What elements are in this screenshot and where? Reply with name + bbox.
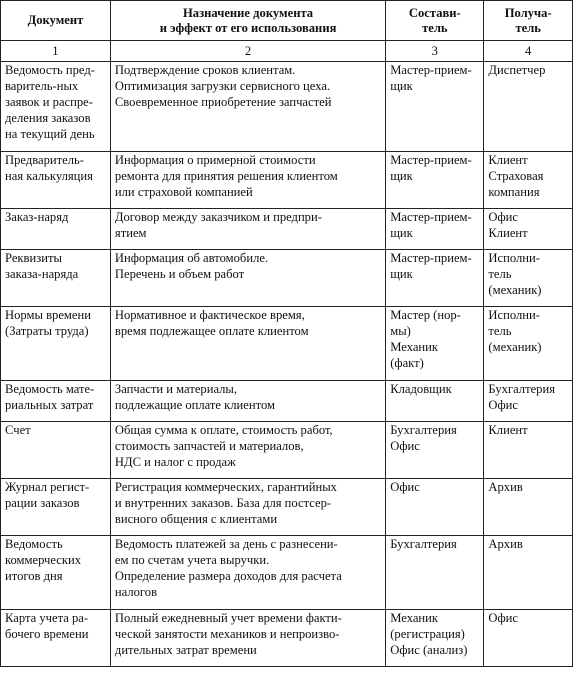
- header-author: Состави- тель: [386, 1, 484, 41]
- document-cell: Журнал регист- рации заказов: [1, 479, 111, 536]
- author-cell: Бухгалтерия: [386, 536, 484, 610]
- purpose-cell: Общая сумма к оплате, стоимость работ, стоимость запчастей и материалов, НДС и налог с продаж: [110, 422, 385, 479]
- recipient-cell: Офис: [484, 610, 573, 667]
- table-row: [1, 307, 573, 381]
- table-row: [1, 610, 573, 667]
- purpose-cell: Подтверждение сроков клиентам. Оптимизация загрузки сервисного цеха. Своевременное приобретение запчастей: [110, 62, 385, 152]
- document-cell: Предваритель- ная калькуляция: [1, 152, 111, 209]
- recipient-cell: Клиент Страховая компания: [484, 152, 573, 209]
- recipient-cell: Исполни- тель (механик): [484, 307, 573, 381]
- column-number: 3: [386, 41, 484, 62]
- recipient-cell: Диспетчер: [484, 62, 573, 152]
- table-row: [1, 209, 573, 250]
- header-row: [1, 1, 573, 41]
- author-cell: Мастер-прием- щик: [386, 209, 484, 250]
- table-row: [1, 152, 573, 209]
- purpose-cell: Информация о примерной стоимости ремонта для принятия решения клиентом или страховой компанией: [110, 152, 385, 209]
- column-number: 2: [110, 41, 385, 62]
- author-cell: Кладовщик: [386, 381, 484, 422]
- recipient-cell: Архив: [484, 536, 573, 610]
- recipient-cell: Исполни- тель (механик): [484, 250, 573, 307]
- document-cell: Реквизиты заказа-наряда: [1, 250, 111, 307]
- recipient-cell: Архив: [484, 479, 573, 536]
- purpose-cell: Ведомость платежей за день с разнесени- ем по счетам учета выручки. Определение размера доходов для расчета налогов: [110, 536, 385, 610]
- table-row: [1, 536, 573, 610]
- author-cell: Мастер-прием- щик: [386, 62, 484, 152]
- column-number: 4: [484, 41, 573, 62]
- purpose-cell: Регистрация коммерческих, гарантийных и внутренних заказов. База для постсер- висного общения с клиентами: [110, 479, 385, 536]
- author-cell: Мастер-прием- щик: [386, 250, 484, 307]
- author-cell: Механик (регистрация) Офис (анализ): [386, 610, 484, 667]
- column-number-row: [1, 41, 573, 62]
- table-row: [1, 422, 573, 479]
- document-cell: Нормы времени (Затраты труда): [1, 307, 111, 381]
- document-cell: Ведомость мате- риальных затрат: [1, 381, 111, 422]
- column-number: 1: [1, 41, 111, 62]
- recipient-cell: Офис Клиент: [484, 209, 573, 250]
- table-row: [1, 250, 573, 307]
- recipient-cell: Бухгалтерия Офис: [484, 381, 573, 422]
- purpose-cell: Нормативное и фактическое время, время подлежащее оплате клиентом: [110, 307, 385, 381]
- author-cell: Офис: [386, 479, 484, 536]
- document-cell: Счет: [1, 422, 111, 479]
- document-cell: Карта учета ра- бочего времени: [1, 610, 111, 667]
- document-cell: Ведомость пред- варитель-ных заявок и распре- деления заказов на текущий день: [1, 62, 111, 152]
- header-recipient: Получа- тель: [484, 1, 573, 41]
- purpose-cell: Запчасти и материалы, подлежащие оплате клиентом: [110, 381, 385, 422]
- table-row: [1, 62, 573, 152]
- document-cell: Ведомость коммерческих итогов дня: [1, 536, 111, 610]
- header-purpose: Назначение документа и эффект от его использования: [110, 1, 385, 41]
- author-cell: Мастер (нор- мы) Механик (факт): [386, 307, 484, 381]
- purpose-cell: Полный ежедневный учет времени факти- ческой занятости механиков и непроизво- дительных затрат времени: [110, 610, 385, 667]
- recipient-cell: Клиент: [484, 422, 573, 479]
- header-document: Документ: [1, 1, 111, 41]
- table-row: [1, 479, 573, 536]
- purpose-cell: Информация об автомобиле. Перечень и объем работ: [110, 250, 385, 307]
- author-cell: Мастер-прием- щик: [386, 152, 484, 209]
- table-row: [1, 381, 573, 422]
- document-cell: Заказ-наряд: [1, 209, 111, 250]
- purpose-cell: Договор между заказчиком и предпри- ятием: [110, 209, 385, 250]
- author-cell: Бухгалтерия Офис: [386, 422, 484, 479]
